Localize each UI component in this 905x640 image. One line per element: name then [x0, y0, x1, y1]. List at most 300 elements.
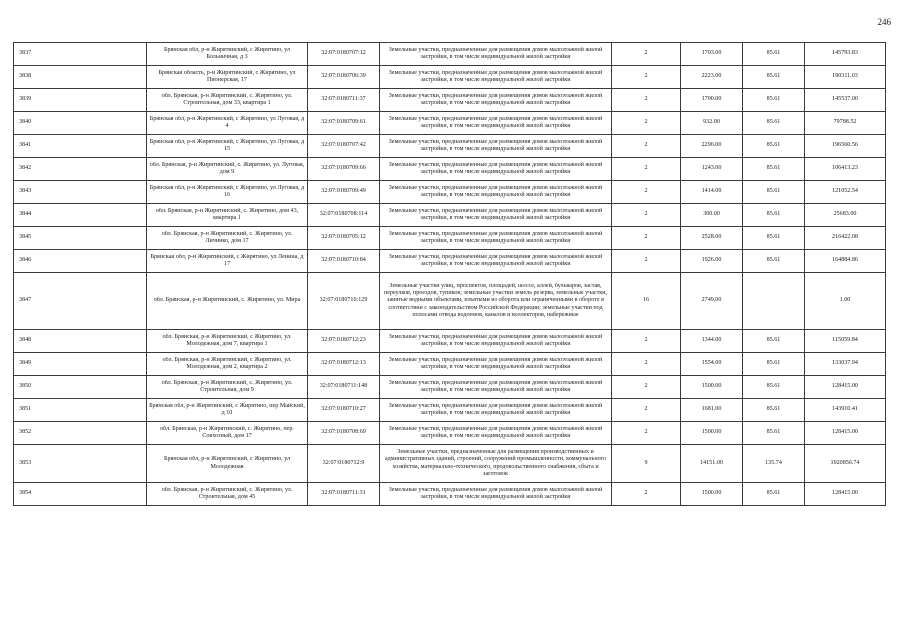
row-number-cell-text: 3837 [19, 50, 32, 57]
table-row [14, 227, 886, 250]
land-use-cell [380, 273, 612, 330]
land-use-cell-text: Земельные участки, предназначенные для размещения домов малоэтажной жилой застройки, в том числе индивидуальной жилой застройки [388, 69, 603, 83]
group-number-cell [612, 227, 681, 250]
cadastral-number-cell-text: 32:07:0180709:61 [321, 119, 366, 126]
cadastral-number-cell-text: 32:07:0180707:12 [321, 50, 366, 57]
specific-value-cell [743, 66, 805, 89]
area-cell [681, 112, 743, 135]
cadastral-value-cell [805, 135, 886, 158]
row-number-cell [14, 250, 147, 273]
land-use-cell-text: Земельные участки, предназначенные для размещения домов малоэтажной жилой застройки, в том числе индивидуальной жилой застройки [388, 402, 603, 416]
specific-value-cell [743, 204, 805, 227]
cadastral-number-cell-text: 32:07:0180712:13 [321, 360, 366, 367]
row-number-cell-text: 3838 [19, 73, 32, 80]
group-number-cell-text: 2 [644, 50, 648, 57]
area-cell-text: 1700.00 [701, 96, 722, 103]
cadastral-value-cell-text: 145793.83 [832, 50, 858, 57]
row-number-cell [14, 227, 147, 250]
cadastral-value-cell [805, 158, 886, 181]
specific-value-cell [743, 422, 805, 445]
group-number-cell-text: 2 [644, 337, 648, 344]
address-cell [147, 112, 308, 135]
address-cell [147, 483, 308, 506]
row-number-cell [14, 330, 147, 353]
cadastral-value-cell-text: 106413.23 [832, 165, 858, 172]
address-cell-text: Брянская обл, р-н Жирятинский, с Жирятино, ул Ленина, д 17 [150, 253, 304, 267]
specific-value-cell [743, 273, 805, 330]
row-number-cell [14, 422, 147, 445]
specific-value-cell-text: 85.61 [766, 490, 781, 497]
area-cell-text: 1681.00 [701, 406, 722, 413]
cadastral-value-cell-text: 115059.84 [832, 337, 858, 344]
area-cell-text: 1344.00 [701, 337, 722, 344]
row-number-cell [14, 43, 147, 66]
cadastral-value-cell [805, 89, 886, 112]
specific-value-cell-text: 85.61 [766, 96, 781, 103]
address-cell-text: обл. Брянская, р-н Жирятинский, с. Жирятино, ул. Личинко, дом 17 [161, 230, 293, 244]
address-cell [147, 422, 308, 445]
land-use-cell [380, 250, 612, 273]
address-cell-text: Брянская обл, р-н Жирятинский, с Жирятино, ул Луговая, д 4 [149, 115, 305, 129]
row-number-cell-text: 3840 [19, 119, 32, 126]
area-cell-text: 1926.00 [701, 257, 722, 264]
group-number-cell [612, 273, 681, 330]
area-cell [681, 422, 743, 445]
group-number-cell [612, 445, 681, 483]
specific-value-cell-text: 85.61 [766, 142, 781, 149]
address-cell [147, 89, 308, 112]
area-cell-text: 1703.00 [701, 50, 722, 57]
cadastral-value-cell-text: 164884.86 [832, 257, 858, 264]
land-use-cell [380, 112, 612, 135]
group-number-cell [612, 43, 681, 66]
address-cell [147, 135, 308, 158]
cadastral-number-cell [308, 399, 380, 422]
cadastral-number-cell-text: 32:07:0180709:66 [321, 165, 366, 172]
area-cell-text: 2223.00 [701, 73, 722, 80]
area-cell [681, 250, 743, 273]
specific-value-cell [743, 135, 805, 158]
cadastral-value-cell [805, 422, 886, 445]
land-use-cell-text: Земельные участки, предназначенные для размещения домов малоэтажной жилой застройки, в том числе индивидуальной жилой застройки [388, 184, 603, 198]
cadastral-number-cell [308, 273, 380, 330]
cadastral-value-cell-text: 25683.00 [833, 211, 857, 218]
cadastral-value-cell [805, 112, 886, 135]
row-number-cell [14, 181, 147, 204]
group-number-cell [612, 66, 681, 89]
specific-value-cell [743, 112, 805, 135]
land-use-cell-text: Земельные участки, предназначенные для размещения домов малоэтажной жилой застройки, в том числе индивидуальной жилой застройки [388, 138, 603, 152]
area-cell [681, 483, 743, 506]
cadastral-value-cell-text: 79788.52 [833, 119, 857, 126]
cadastral-number-cell-text: 32:07:0180709:49 [321, 188, 366, 195]
specific-value-cell-text: 85.61 [766, 165, 781, 172]
area-cell [681, 376, 743, 399]
specific-value-cell [743, 181, 805, 204]
area-cell-text: 1554.00 [701, 360, 722, 367]
cadastral-value-cell-text: 133037.94 [832, 360, 858, 367]
specific-value-cell-text: 85.61 [766, 337, 781, 344]
cadastral-value-cell-text: 196560.56 [832, 142, 858, 149]
address-cell [147, 250, 308, 273]
group-number-cell-text: 2 [644, 73, 648, 80]
row-number-cell [14, 376, 147, 399]
table-row [14, 445, 886, 483]
cadastral-value-cell-text: 216422.08 [832, 234, 858, 241]
land-use-cell [380, 227, 612, 250]
table-row [14, 273, 886, 330]
land-use-cell [380, 422, 612, 445]
group-number-cell-text: 16 [642, 297, 650, 304]
row-number-cell [14, 158, 147, 181]
cadastral-number-cell [308, 43, 380, 66]
group-number-cell-text: 2 [644, 360, 648, 367]
row-number-cell [14, 204, 147, 227]
cadastral-value-cell-text: 190311.03 [832, 73, 858, 80]
row-number-cell [14, 399, 147, 422]
table-row [14, 422, 886, 445]
row-number-cell-text: 3845 [19, 234, 32, 241]
area-cell [681, 181, 743, 204]
group-number-cell [612, 330, 681, 353]
cadastral-value-cell-text: 1920856.74 [830, 459, 860, 466]
group-number-cell-text: 2 [644, 142, 648, 149]
cadastral-number-cell-text: 32:07:0180712:9 [322, 459, 365, 466]
address-cell [147, 227, 308, 250]
group-number-cell-text: 2 [644, 429, 648, 436]
table-row [14, 483, 886, 506]
specific-value-cell [743, 43, 805, 66]
address-cell-text: Брянская обл, р-н Жирятинский, с Жирятино, пер Майский, д 10 [149, 402, 305, 416]
table-row [14, 135, 886, 158]
table-body [14, 43, 886, 506]
area-cell [681, 399, 743, 422]
area-cell [681, 43, 743, 66]
specific-value-cell-text: 85.61 [766, 429, 781, 436]
cadastral-value-cell [805, 250, 886, 273]
land-use-cell [380, 181, 612, 204]
area-cell [681, 135, 743, 158]
cadastral-number-cell [308, 330, 380, 353]
cadastral-number-cell [308, 112, 380, 135]
specific-value-cell-text: 85.61 [766, 257, 781, 264]
row-number-cell [14, 353, 147, 376]
cadastral-number-cell [308, 181, 380, 204]
land-use-cell-text: Земельные участки, предназначенные для размещения домов малоэтажной жилой застройки, в том числе индивидуальной жилой застройки [388, 356, 603, 370]
address-cell [147, 330, 308, 353]
land-use-cell-text: Земельные участки, предназначенные для размещения домов малоэтажной жилой застройки, в том числе индивидуальной жилой застройки [388, 425, 603, 439]
address-cell [147, 204, 308, 227]
area-cell-text: 14151.00 [700, 459, 723, 466]
table-row [14, 399, 886, 422]
cadastral-value-cell [805, 399, 886, 422]
group-number-cell [612, 89, 681, 112]
row-number-cell-text: 3841 [19, 142, 32, 149]
area-cell-text: 1500.00 [701, 490, 722, 497]
cadastral-value-cell [805, 204, 886, 227]
address-cell-text: Брянская обл, р-н Жирятинский, с Жирятино, ул Больничная, д 3 [163, 46, 291, 60]
specific-value-cell [743, 330, 805, 353]
cadastral-value-cell [805, 181, 886, 204]
address-cell-text: обл. Брянская, р-н Жирятинский, с. Жирятино, ул. Строительная, дом 45 [161, 486, 293, 500]
land-use-cell-text: Земельные участки, предназначенные для размещения домов малоэтажной жилой застройки, в том числе индивидуальной жилой застройки [388, 333, 603, 347]
cadastral-value-cell [805, 66, 886, 89]
table-row [14, 112, 886, 135]
cadastral-number-cell-text: 32:07:0180710:84 [321, 257, 366, 264]
group-number-cell-text: 2 [644, 383, 648, 390]
land-use-cell-text: Земельные участки, предназначенные для размещения домов малоэтажной жилой застройки, в том числе индивидуальной жилой застройки [388, 115, 603, 129]
row-number-cell-text: 3854 [19, 490, 32, 497]
land-use-cell-text: Земельные участки, предназначенные для размещения домов малоэтажной жилой застройки, в том числе индивидуальной жилой застройки [388, 379, 603, 393]
specific-value-cell-text: 85.61 [766, 234, 781, 241]
land-use-cell [380, 330, 612, 353]
group-number-cell [612, 204, 681, 227]
address-cell-text: Брянская обл, р-н Жирятинский, с Жирятино, ул Луговая, д 15 [149, 138, 305, 152]
land-use-cell [380, 135, 612, 158]
specific-value-cell-text: 85.61 [766, 360, 781, 367]
land-use-cell [380, 204, 612, 227]
area-cell-text: 1243.00 [701, 165, 722, 172]
specific-value-cell [743, 353, 805, 376]
cadastral-value-cell-text: 128415.00 [832, 383, 858, 390]
group-number-cell [612, 112, 681, 135]
cadastral-value-cell [805, 376, 886, 399]
table-row [14, 66, 886, 89]
row-number-cell-text: 3846 [19, 257, 32, 264]
cadastral-value-cell [805, 353, 886, 376]
table-row [14, 353, 886, 376]
cadastral-number-cell-text: 32:07:0180711:37 [321, 96, 366, 103]
cadastral-number-cell-text: 32:07:0180708:114 [319, 211, 368, 218]
group-number-cell [612, 483, 681, 506]
specific-value-cell-text: 85.61 [766, 50, 781, 57]
specific-value-cell [743, 483, 805, 506]
address-cell [147, 273, 308, 330]
address-cell [147, 66, 308, 89]
cadastral-number-cell [308, 135, 380, 158]
cadastral-value-cell-text: 128415.00 [832, 490, 858, 497]
land-use-cell-text: Земельные участки, предназначенные для размещения домов малоэтажной жилой застройки, в том числе индивидуальной жилой застройки [388, 253, 603, 267]
cadastral-number-cell [308, 422, 380, 445]
area-cell [681, 66, 743, 89]
address-cell [147, 43, 308, 66]
group-number-cell [612, 135, 681, 158]
row-number-cell-text: 3842 [19, 165, 32, 172]
land-use-cell-text: Земельные участки, предназначенные для размещения производственных и административных зданий, строений, сооружений промышленности, коммунального хозяйства, материально-технического, продовольственного снабжения, сбыта и заготовок [384, 448, 607, 477]
cadastral-number-cell-text: 32:07:0180705:12 [321, 234, 366, 241]
cadastral-value-cell-text: 121052.54 [832, 188, 858, 195]
address-cell [147, 445, 308, 483]
land-use-cell [380, 66, 612, 89]
cadastral-number-cell-text: 32:07:0180710:129 [319, 297, 368, 304]
area-cell [681, 158, 743, 181]
land-use-cell [380, 353, 612, 376]
group-number-cell [612, 399, 681, 422]
cadastral-value-cell-text: 128415.00 [832, 429, 858, 436]
row-number-cell [14, 445, 147, 483]
cadastral-value-cell-text: 145537.00 [832, 96, 858, 103]
group-number-cell-text: 2 [644, 165, 648, 172]
specific-value-cell [743, 376, 805, 399]
area-cell-text: 2749.00 [701, 297, 722, 304]
land-use-cell-text: Земельные участки, предназначенные для размещения домов малоэтажной жилой застройки, в том числе индивидуальной жилой застройки [388, 207, 603, 221]
cadastral-number-cell-text: 32:07:0180712:23 [321, 337, 366, 344]
area-cell-text: 2528.00 [701, 234, 722, 241]
cadastral-number-cell-text: 32:07:0180710:27 [321, 406, 366, 413]
address-cell [147, 353, 308, 376]
cadastral-value-table [13, 42, 886, 506]
row-number-cell [14, 483, 147, 506]
cadastral-value-cell [805, 445, 886, 483]
row-number-cell-text: 3843 [19, 188, 32, 195]
area-cell [681, 227, 743, 250]
cadastral-number-cell [308, 353, 380, 376]
land-use-cell-text: Земельные участки, предназначенные для размещения домов малоэтажной жилой застройки, в том числе индивидуальной жилой застройки [388, 92, 603, 106]
specific-value-cell [743, 227, 805, 250]
group-number-cell [612, 376, 681, 399]
specific-value-cell [743, 250, 805, 273]
specific-value-cell-text: 85.61 [766, 119, 781, 126]
row-number-cell-text: 3851 [19, 406, 32, 413]
address-cell-text: обл. Брянская, р-н Жирятинский, с. Жирятино, ул. Луговая, дом 9 [149, 161, 305, 175]
area-cell [681, 204, 743, 227]
cadastral-number-cell [308, 445, 380, 483]
cadastral-number-cell [308, 158, 380, 181]
group-number-cell-text: 2 [644, 257, 648, 264]
group-number-cell-text: 2 [644, 188, 648, 195]
group-number-cell-text: 2 [644, 406, 648, 413]
specific-value-cell-text: 85.61 [766, 406, 781, 413]
cadastral-value-cell [805, 43, 886, 66]
group-number-cell-text: 2 [644, 119, 648, 126]
table-row [14, 43, 886, 66]
group-number-cell-text: 2 [644, 211, 648, 218]
area-cell [681, 330, 743, 353]
area-cell-text: 932.00 [703, 119, 720, 126]
land-use-cell-text: Земельные участки, предназначенные для размещения домов малоэтажной жилой застройки, в том числе индивидуальной жилой застройки [388, 161, 603, 175]
area-cell-text: 1414.00 [701, 188, 722, 195]
address-cell-text: обл. Брянская, р-н Жирятинский, с Жирятино, ул. Молодежная, дом 7, квартира 1 [162, 333, 292, 347]
cadastral-number-cell [308, 250, 380, 273]
area-cell-text: 1500.00 [701, 429, 722, 436]
table-row [14, 330, 886, 353]
row-number-cell [14, 112, 147, 135]
row-number-cell-text: 3839 [19, 96, 32, 103]
row-number-cell-text: 3847 [19, 297, 32, 304]
address-cell [147, 158, 308, 181]
land-use-cell-text: Земельные участки, предназначенные для размещения домов малоэтажной жилой застройки, в том числе индивидуальной жилой застройки [388, 46, 603, 60]
table-row [14, 204, 886, 227]
specific-value-cell-text: 85.61 [766, 383, 781, 390]
row-number-cell-text: 3848 [19, 337, 32, 344]
row-number-cell [14, 273, 147, 330]
cadastral-number-cell-text: 32:07:0180708:69 [321, 429, 366, 436]
table-row [14, 181, 886, 204]
group-number-cell-text: 2 [644, 490, 648, 497]
row-number-cell [14, 135, 147, 158]
row-number-cell [14, 66, 147, 89]
address-cell-text: обл. Брянская, р-н Жирятинский, с Жирятино, ул. Молодежная, дом 2, квартира 2 [162, 356, 292, 370]
land-use-cell-text: Земельные участки улиц, проспектов, площадей, шоссе, аллей, бульваров, застав, переулков, проездов, тупиков; земельные участки земель резерва, земельные участки, занятые водными объектами, изъятыми из оборота или ограниченными в обороте в соответствии с законодательством Российской Федерации; земельные участки под полосами отвода водоемов, каналов и коллекторов, набережные [383, 282, 608, 318]
address-cell [147, 181, 308, 204]
cadastral-number-cell-text: 32:07:0180711:148 [319, 383, 368, 390]
land-use-cell-text: Земельные участки, предназначенные для размещения домов малоэтажной жилой застройки, в том числе индивидуальной жилой застройки [388, 486, 603, 500]
area-cell [681, 445, 743, 483]
address-cell-text: Брянская обл, р-н Жирятинский, с Жирятино, ул Молодежная [163, 456, 291, 470]
cadastral-number-cell-text: 32:07:0180707:42 [321, 142, 366, 149]
address-cell-text: обл. Брянская, р-н Жирятинский, с. Жирятино, ул. Строительная, дом 33, квартира 1 [161, 92, 293, 106]
row-number-cell-text: 3852 [19, 429, 32, 436]
page-number: 246 [877, 17, 891, 27]
group-number-cell-text: 2 [644, 96, 648, 103]
area-cell [681, 89, 743, 112]
row-number-cell [14, 89, 147, 112]
address-cell-text: обл. Брянская, р-н Жирятинский, с. Жирятино, дом 43, квартира 1 [155, 207, 299, 221]
area-cell-text: 1500.00 [701, 383, 722, 390]
land-use-cell [380, 89, 612, 112]
land-use-cell [380, 445, 612, 483]
cadastral-number-cell-text: 32:07:0180706:39 [321, 73, 366, 80]
address-cell-text: обл. Брянская, р-н Жирятинский, с. Жирятино, пер. Совхозный, дом 17 [160, 425, 294, 439]
table-row [14, 89, 886, 112]
group-number-cell [612, 181, 681, 204]
land-use-cell [380, 158, 612, 181]
address-cell [147, 399, 308, 422]
land-use-cell [380, 483, 612, 506]
row-number-cell-text: 3849 [19, 360, 32, 367]
area-cell-text: 300.00 [703, 211, 720, 218]
group-number-cell-text: 9 [644, 459, 648, 466]
cadastral-number-cell [308, 227, 380, 250]
table-row [14, 250, 886, 273]
address-cell [147, 376, 308, 399]
specific-value-cell-text: 135.74 [765, 459, 782, 466]
group-number-cell [612, 158, 681, 181]
land-use-cell-text: Земельные участки, предназначенные для размещения домов малоэтажной жилой застройки, в том числе индивидуальной жилой застройки [388, 230, 603, 244]
specific-value-cell [743, 158, 805, 181]
cadastral-number-cell [308, 89, 380, 112]
group-number-cell-text: 2 [644, 234, 648, 241]
row-number-cell-text: 3844 [19, 211, 32, 218]
cadastral-number-cell [308, 204, 380, 227]
row-number-cell-text: 3853 [19, 459, 32, 466]
cadastral-value-cell [805, 483, 886, 506]
group-number-cell [612, 353, 681, 376]
area-cell [681, 273, 743, 330]
specific-value-cell-text: 85.61 [766, 188, 781, 195]
cadastral-value-cell-text: 143910.41 [832, 406, 858, 413]
cadastral-number-cell [308, 483, 380, 506]
address-cell-text: Брянская область, р-н Жирятинский, с Жирятино, ул Пионерская, 17 [158, 69, 296, 83]
address-cell-text: обл. Брянская, р-н Жирятинский, с. Жирятино, ул. Строительная, дом 9 [161, 379, 293, 393]
cadastral-number-cell-text: 32:07:0180711:31 [321, 490, 366, 497]
cadastral-value-cell [805, 330, 886, 353]
table-row [14, 158, 886, 181]
cadastral-value-cell [805, 273, 886, 330]
table-row [14, 376, 886, 399]
land-use-cell [380, 376, 612, 399]
row-number-cell-text: 3850 [19, 383, 32, 390]
address-cell-text: Брянская обл, р-н Жирятинский, с Жирятино, ул Луговая, д 16 [149, 184, 305, 198]
group-number-cell [612, 250, 681, 273]
area-cell-text: 2296.00 [701, 142, 722, 149]
cadastral-value-cell-text: 1.00 [839, 297, 851, 304]
specific-value-cell-text: 85.61 [766, 211, 781, 218]
specific-value-cell [743, 89, 805, 112]
specific-value-cell-text: 85.61 [766, 73, 781, 80]
specific-value-cell [743, 445, 805, 483]
area-cell [681, 353, 743, 376]
